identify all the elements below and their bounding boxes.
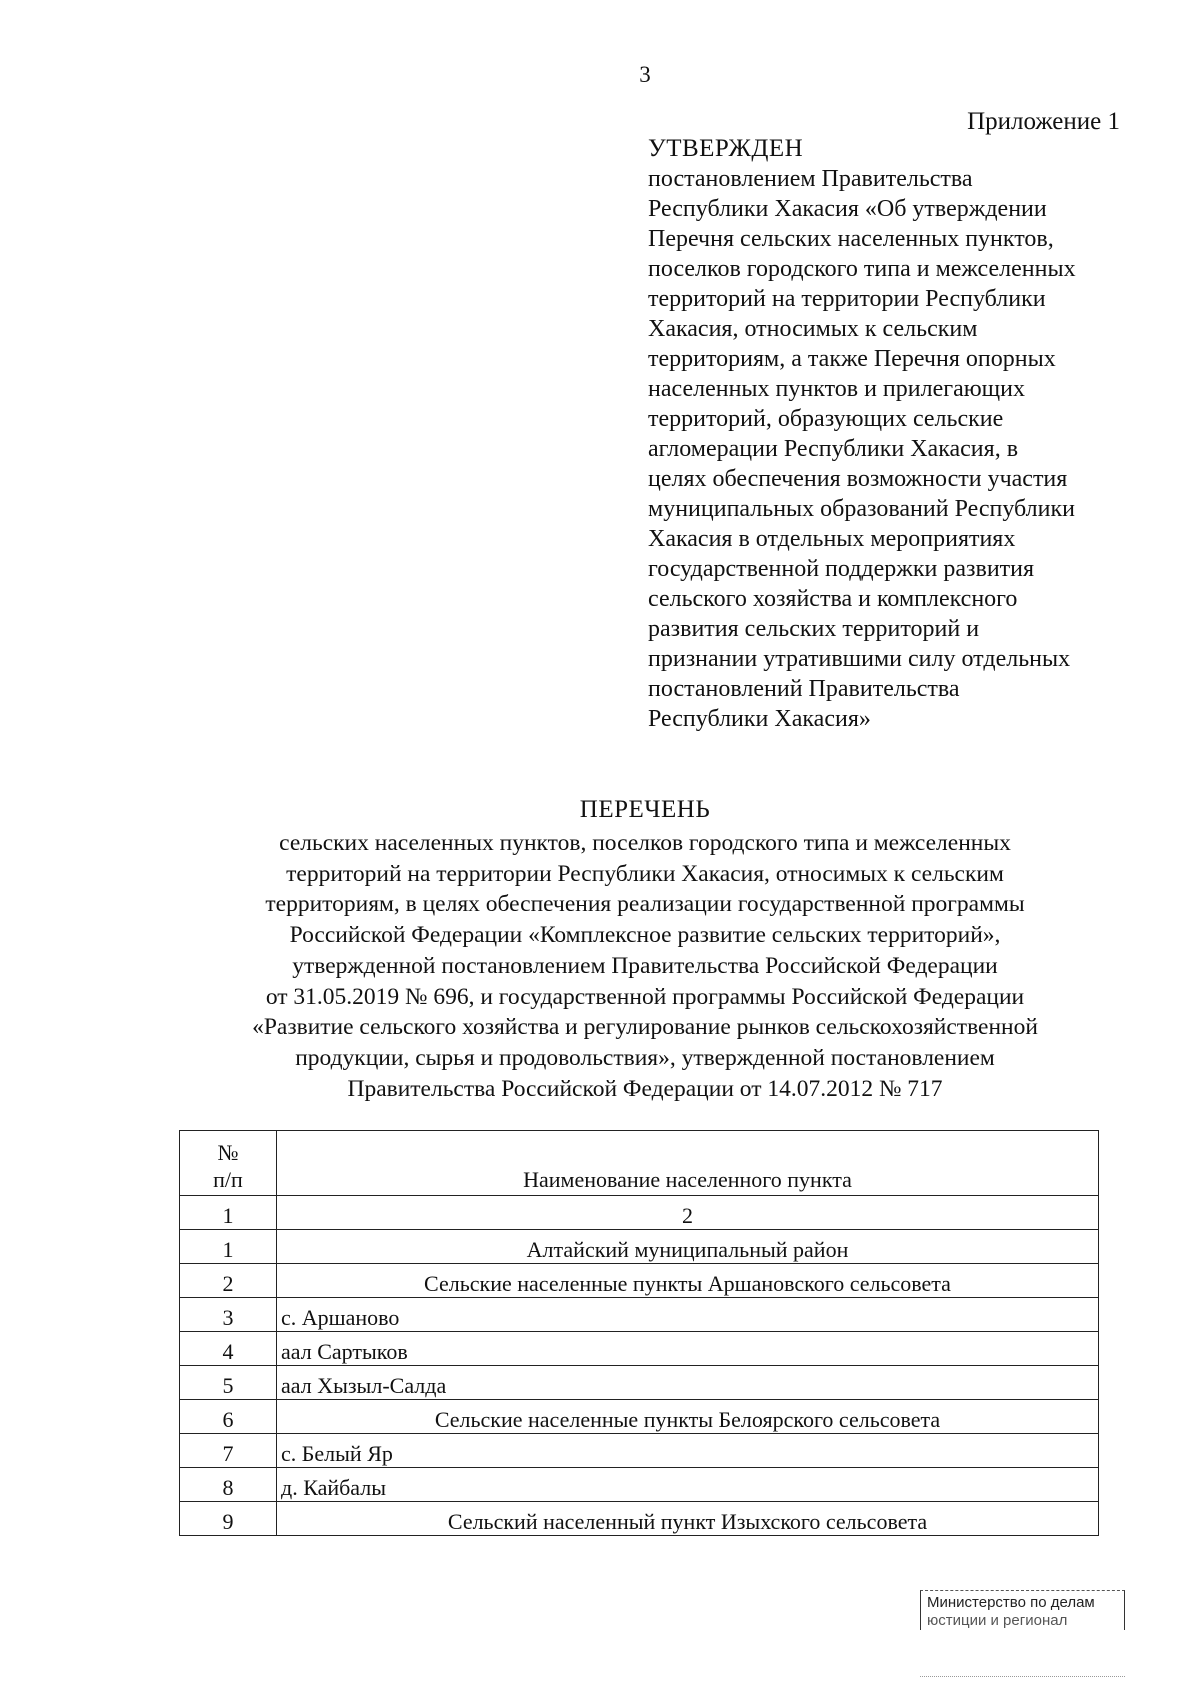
- stamp-line: Министерство по делам: [927, 1594, 1095, 1611]
- stamp-divider: [920, 1676, 1125, 1677]
- subtitle-line: территориям, в целях обеспечения реализации государственной программы: [265, 891, 1025, 918]
- subtitle-line: продукции, сырья и продовольствия», утвержденной постановлением: [295, 1044, 995, 1071]
- row-number: 5: [180, 1366, 277, 1400]
- approval-line: Перечня сельских населенных пунктов,: [648, 226, 1054, 252]
- appendix-label: Приложение 1: [967, 108, 1120, 135]
- stamp-line: юстиции и регионал: [927, 1612, 1068, 1629]
- table-row: [180, 1468, 1099, 1502]
- approval-line: Республики Хакасия «Об утверждении: [648, 196, 1047, 222]
- row-name: Сельские населенные пункты Аршановского сельсовета: [277, 1264, 1099, 1298]
- row-name: Сельские населенные пункты Белоярского сельсовета: [277, 1400, 1099, 1434]
- subtitle-line: от 31.05.2019 № 696, и государственной программы Российской Федерации: [265, 983, 1025, 1010]
- approval-line: территорий на территории Республики: [648, 286, 1046, 312]
- row-name: д. Кайбалы: [277, 1468, 1099, 1502]
- approval-line: Хакасия, относимых к сельским: [648, 316, 978, 342]
- approval-line: территориям, а также Перечня опорных: [648, 346, 1056, 372]
- table-row: [180, 1230, 1099, 1264]
- row-name: аал Хызыл-Салда: [277, 1366, 1099, 1400]
- approval-line: целях обеспечения возможности участия: [648, 466, 1068, 492]
- list-title: ПЕРЕЧЕНЬ: [579, 796, 711, 823]
- approved-word: УТВЕРЖДЕН: [648, 135, 804, 162]
- header-number-cell: [180, 1131, 277, 1196]
- table-row: [180, 1502, 1099, 1536]
- approval-line: постановлений Правительства: [648, 676, 960, 702]
- approval-line: поселков городского типа и межселенных: [648, 256, 1076, 282]
- approval-line: развития сельских территорий и: [648, 616, 980, 642]
- approval-line: населенных пунктов и прилегающих: [648, 376, 1025, 402]
- row-number: 4: [180, 1332, 277, 1366]
- subtitle-line: утвержденной постановлением Правительства Российской Федерации: [292, 952, 998, 979]
- row-number: 8: [180, 1468, 277, 1502]
- approval-block: [648, 134, 1128, 734]
- table-row: [180, 1366, 1099, 1400]
- table-row: [180, 1264, 1099, 1298]
- approval-line: Хакасия в отдельных мероприятиях: [648, 526, 1016, 552]
- row-number: 7: [180, 1434, 277, 1468]
- row-name: Сельский населенный пункт Изыхского сельсовета: [277, 1502, 1099, 1536]
- row-number: 1: [180, 1230, 277, 1264]
- approval-line: агломерации Республики Хакасия, в: [648, 436, 1019, 462]
- table-row: [180, 1332, 1099, 1366]
- page-number: 3: [639, 62, 651, 87]
- approval-line: постановлением Правительства: [648, 166, 973, 192]
- row-name: с. Белый Яр: [277, 1434, 1099, 1468]
- approval-line: муниципальных образований Республики: [648, 496, 1075, 522]
- header-number-abbr: п/п: [213, 1167, 243, 1192]
- list-subtitle: [180, 828, 1110, 1104]
- column-number-cell: 1: [180, 1196, 277, 1230]
- row-name: аал Сартыков: [277, 1332, 1099, 1366]
- subtitle-line: «Развитие сельского хозяйства и регулирование рынков сельскохозяйственной: [252, 1014, 1038, 1041]
- table-row: [180, 1298, 1099, 1332]
- approval-line: сельского хозяйства и комплексного: [648, 586, 1018, 612]
- row-name: с. Аршаново: [277, 1298, 1099, 1332]
- row-number: 6: [180, 1400, 277, 1434]
- ministry-stamp: [920, 1590, 1125, 1630]
- header-name-cell: Наименование населенного пункта: [277, 1131, 1099, 1196]
- approval-line: территорий, образующих сельские: [648, 406, 1004, 432]
- row-number: 9: [180, 1502, 277, 1536]
- table-row: [180, 1434, 1099, 1468]
- subtitle-line: Правительства Российской Федерации от 14.07.2012 № 717: [347, 1075, 943, 1102]
- column-number-cell: 2: [277, 1196, 1099, 1230]
- column-numbers-row: [180, 1196, 1099, 1230]
- row-number: 3: [180, 1298, 277, 1332]
- row-number: 2: [180, 1264, 277, 1298]
- subtitle-line: сельских населенных пунктов, поселков городского типа и межселенных: [279, 830, 1011, 856]
- header-number-sign: №: [217, 1140, 239, 1165]
- approval-line: государственной поддержки развития: [648, 556, 1035, 582]
- table-row: [180, 1400, 1099, 1434]
- subtitle-line: Российской Федерации «Комплексное развитие сельских территорий»,: [289, 922, 1001, 949]
- table-header-row: [180, 1131, 1099, 1196]
- subtitle-line: территорий на территории Республики Хакасия, относимых к сельским: [286, 860, 1004, 887]
- approval-line: признании утратившими силу отдельных: [648, 646, 1071, 672]
- row-name: Алтайский муниципальный район: [277, 1230, 1099, 1264]
- approval-line: Республики Хакасия»: [648, 706, 871, 732]
- settlements-table: [179, 1130, 1099, 1536]
